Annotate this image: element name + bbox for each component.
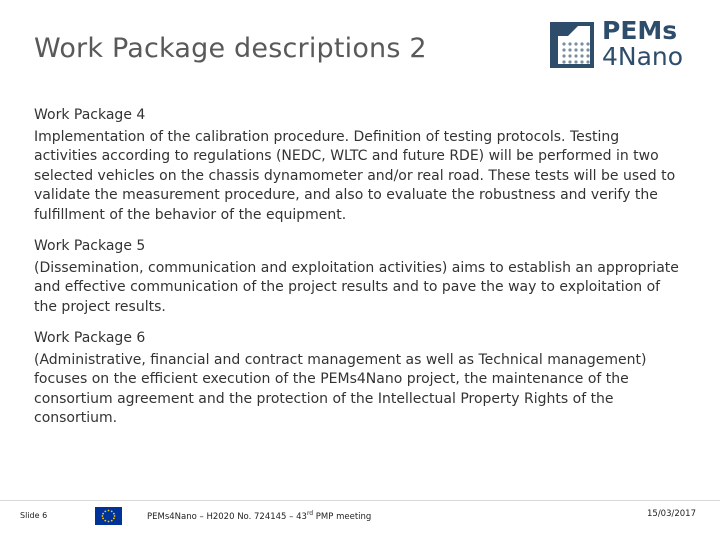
footer-divider <box>0 500 720 501</box>
wp-title: Work Package 5 <box>34 238 146 254</box>
footer-text-end: PMP meeting <box>313 511 372 522</box>
footer-date: 15/03/2017 <box>647 509 696 519</box>
slide-title: Work Package descriptions 2 <box>34 33 427 64</box>
pems4nano-logo <box>550 18 700 74</box>
work-package-5 <box>34 237 684 317</box>
wp-title: Work Package 4 <box>34 107 146 123</box>
footer-project-text <box>147 510 371 522</box>
work-package-4 <box>34 106 684 225</box>
slide-content <box>34 106 684 441</box>
wp-body: (Dissemination, communication and exploitation activities) aims to establish an appropriate and effective communication of the project results and to pave the way to exploitation of the project results. <box>34 259 679 315</box>
eu-flag-icon <box>95 507 122 525</box>
footer-text-sup: rd <box>306 510 314 517</box>
wp-body: (Administrative, financial and contract management as well as Technical management) focuses on the efficient execution of the PEMs4Nano project, the maintenance of the consortium agreement and the protection of the Intellectual Property Rights of the consortium. <box>34 351 647 426</box>
wp-title: Work Package 6 <box>34 330 146 346</box>
logo-text-4nano: 4Nano <box>602 42 684 71</box>
slide-footer <box>0 500 720 540</box>
wp-body: Implementation of the calibration procedure. Definition of testing protocols. Testing activities according to regulations (NEDC, WLTC and future RDE) will be performed in two selected vehicles on the chassis dynamometer and/or real road. These tests will be used to validate the measurement procedure, and also to evaluate the robustness and verify the fulfillment of the behavior of the equipment. <box>34 128 676 223</box>
logo-text-pems: PEMs <box>602 16 678 45</box>
footer-text-main: PEMs4Nano – H2020 No. 724145 – 43 <box>147 511 307 522</box>
logo-mark-icon <box>550 20 594 70</box>
slide-number: Slide 6 <box>20 511 48 520</box>
work-package-6 <box>34 329 684 429</box>
